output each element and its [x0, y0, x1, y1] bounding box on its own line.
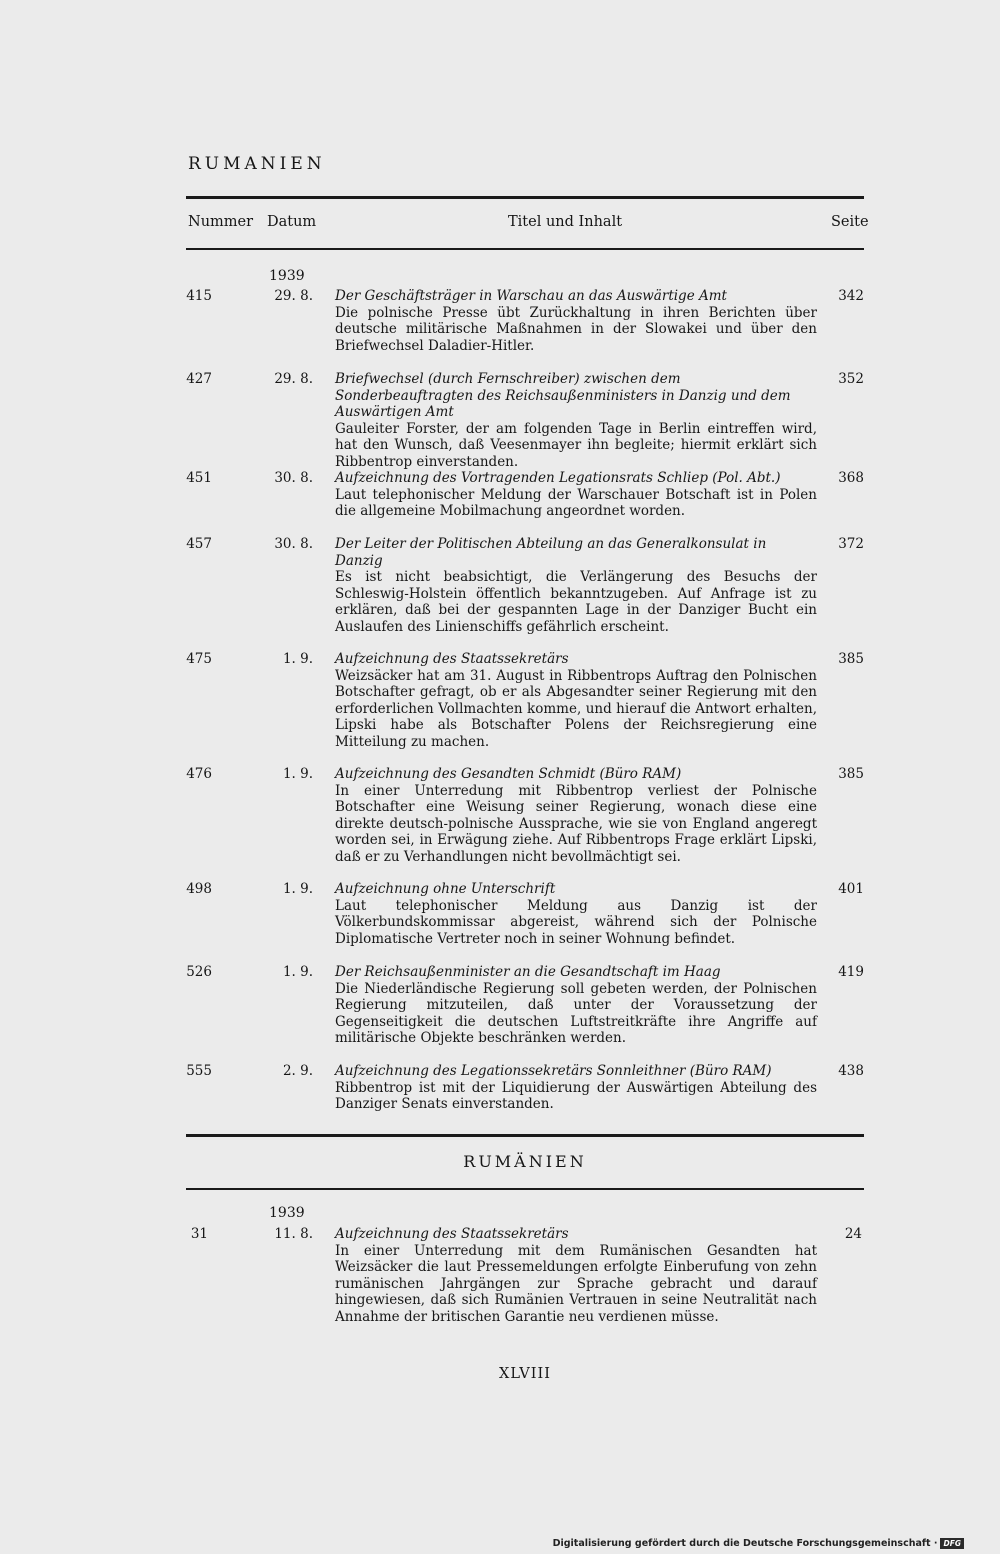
- entry-title: Aufzeichnung des Staatssekretärs: [335, 651, 569, 667]
- entry-title: Der Reichsaußenminister an die Gesandtschaft im Haag: [335, 964, 721, 980]
- entry-date: 11. 8.: [274, 1226, 313, 1242]
- entry-body: [335, 1063, 817, 1113]
- section-rule-bottom: [186, 1188, 864, 1190]
- entry-summary: Laut telephonischer Meldung aus Danzig ist der Völkerbundskommissar abgereist, während sich der Polnische Diplomatische Vertreter noch in seiner Wohnung befindet.: [335, 897, 817, 947]
- entry-number: 526: [186, 964, 212, 980]
- header-rule-bottom: [186, 248, 864, 250]
- entry-number: 498: [186, 881, 212, 897]
- entry-summary: Laut telephonischer Meldung der Warschauer Botschaft ist in Polen die allgemeine Mobilmachung angeordnet worden.: [335, 486, 817, 520]
- entry-title: Aufzeichnung ohne Unterschrift: [335, 881, 556, 897]
- entry-page: 401: [838, 881, 864, 897]
- entry-summary: Ribbentrop ist mit der Liquidierung der Auswärtigen Abteilung des Danziger Senats einverstanden.: [335, 1079, 817, 1113]
- entry-date: 1. 9.: [282, 964, 313, 980]
- column-datum: Datum: [267, 214, 317, 230]
- dfg-logo-icon: DFG: [940, 1538, 964, 1549]
- entry-number: 427: [186, 371, 212, 387]
- entry-date: 2. 9.: [282, 1063, 313, 1079]
- header-rule-top: [186, 196, 864, 199]
- entry-title: Aufzeichnung des Vortragenden Legationsrats Schliep (Pol. Abt.): [335, 470, 781, 486]
- entry-page: 352: [838, 371, 864, 387]
- entry-title: Der Geschäftsträger in Warschau an das Auswärtige Amt: [335, 288, 727, 304]
- entry-page: 385: [838, 651, 864, 667]
- entry-date: 30. 8.: [274, 536, 313, 552]
- column-nummer: Nummer: [188, 214, 254, 230]
- entry-date: 1. 9.: [282, 881, 313, 897]
- entry-page: 368: [838, 470, 864, 486]
- entry-date: 29. 8.: [274, 288, 313, 304]
- entry-page: 419: [838, 964, 864, 980]
- entry-summary: Gauleiter Forster, der am folgenden Tage in Berlin eintreffen wird, hat den Wunsch, daß Veesenmayer ihn begleite; hiermit erklärt sich Ribbentrop einverstanden.: [335, 420, 817, 470]
- entry-body: [335, 964, 817, 1047]
- running-head: RUMANIEN: [188, 154, 326, 174]
- entry-title: Der Leiter der Politischen Abteilung an das Generalkonsulat in Danzig: [335, 536, 767, 569]
- entry-body: [335, 470, 817, 520]
- entry-title: Aufzeichnung des Legationssekretärs Sonnleithner (Büro RAM): [335, 1063, 772, 1079]
- section1-year: 1939: [269, 268, 305, 284]
- section2-year: 1939: [269, 1205, 305, 1221]
- entry-date: 29. 8.: [274, 371, 313, 387]
- entry-body: [335, 371, 817, 471]
- entry-summary: Die Niederländische Regierung soll gebeten werden, der Polnischen Regierung mitzuteilen, daß unter der Voraussetzung der Gegenseitigkeit die deutschen Luftstreitkräfte ihre Angriffe auf militärische Objekte beschränken werden.: [335, 980, 817, 1047]
- entry-number: 31: [190, 1226, 208, 1242]
- entry-title: Aufzeichnung des Staatssekretärs: [335, 1226, 569, 1242]
- entry-number: 476: [186, 766, 212, 782]
- entry-number: 457: [186, 536, 212, 552]
- entry-title: Briefwechsel (durch Fernschreiber) zwischen dem Sonderbeauftragten des Reichsaußenministers in Danzig und dem Auswärtigen Amt: [335, 371, 791, 421]
- entry-summary: In einer Unterredung mit dem Rumänischen Gesandten hat Weizsäcker die laut Pressemeldungen erfolgte Einberufung von zehn rumänischen Jahrgängen zur Sprache gebracht und darauf hingewiesen, daß sich Rumänien Vertrauen in seine Neutralität nach Annahme der britischen Garantie neu verdienen müsse.: [335, 1242, 817, 1325]
- entry-number: 451: [186, 470, 212, 486]
- entry-body: [335, 288, 817, 354]
- section-heading: RUMÄNIEN: [463, 1152, 587, 1171]
- column-titel: Titel und Inhalt: [508, 214, 623, 230]
- footer-credit: [553, 1538, 964, 1549]
- entry-date: 30. 8.: [274, 470, 313, 486]
- section-rule-top: [186, 1134, 864, 1137]
- entry-page: 372: [838, 536, 864, 552]
- entry-summary: Weizsäcker hat am 31. August in Ribbentrops Auftrag den Polnischen Botschafter gefragt, ob er als Abgesandter seiner Regierung mit den erforderlichen Vollmachten komme, und hierauf die Antwort erhalten, Lipski habe als Botschafter Polens der Reichsregierung eine Mitteilung zu machen.: [335, 667, 817, 750]
- entry-title: Aufzeichnung des Gesandten Schmidt (Büro RAM): [335, 766, 682, 782]
- entry-body: [335, 1226, 817, 1326]
- page-number: XLVIII: [499, 1366, 551, 1382]
- entry-summary: In einer Unterredung mit Ribbentrop verliest der Polnische Botschafter eine Weisung seiner Regierung, wonach diese eine direkte deutsch-polnische Aussprache, wie sie von England angeregt worden sei, in Erwägung ziehe. Auf Ribbentrops Frage erklärt Lipski, daß er zu Verhandlungen nicht bevollmächtigt sei.: [335, 782, 817, 865]
- entry-summary: Es ist nicht beabsichtigt, die Verlängerung des Besuchs der Schleswig-Holstein öffentlich bekanntzugeben. Auf Anfrage ist zu erklären, daß bei der gespannten Lage in der Danziger Bucht ein Auslaufen des Linienschiffs gefährlich erscheint.: [335, 569, 817, 635]
- entry-number: 555: [186, 1063, 212, 1079]
- entry-body: [335, 536, 817, 636]
- entry-date: 1. 9.: [282, 651, 313, 667]
- entry-date: 1. 9.: [282, 766, 313, 782]
- entry-body: [335, 766, 817, 866]
- entry-body: [335, 881, 817, 947]
- entry-number: 415: [186, 288, 212, 304]
- entry-page: 438: [838, 1063, 864, 1079]
- entry-page: 385: [838, 766, 864, 782]
- entry-summary: Die polnische Presse übt Zurückhaltung in ihren Berichten über deutsche militärische Maßnahmen in der Slowakei und über den Briefwechsel Daladier-Hitler.: [335, 304, 817, 354]
- entry-page: 24: [844, 1226, 862, 1242]
- entry-body: [335, 651, 817, 751]
- footer-text: Digitalisierung gefördert durch die Deutsche Forschungsgemeinschaft ·: [552, 1538, 938, 1549]
- entry-number: 475: [186, 651, 212, 667]
- entry-page: 342: [838, 288, 864, 304]
- column-seite: Seite: [831, 214, 869, 230]
